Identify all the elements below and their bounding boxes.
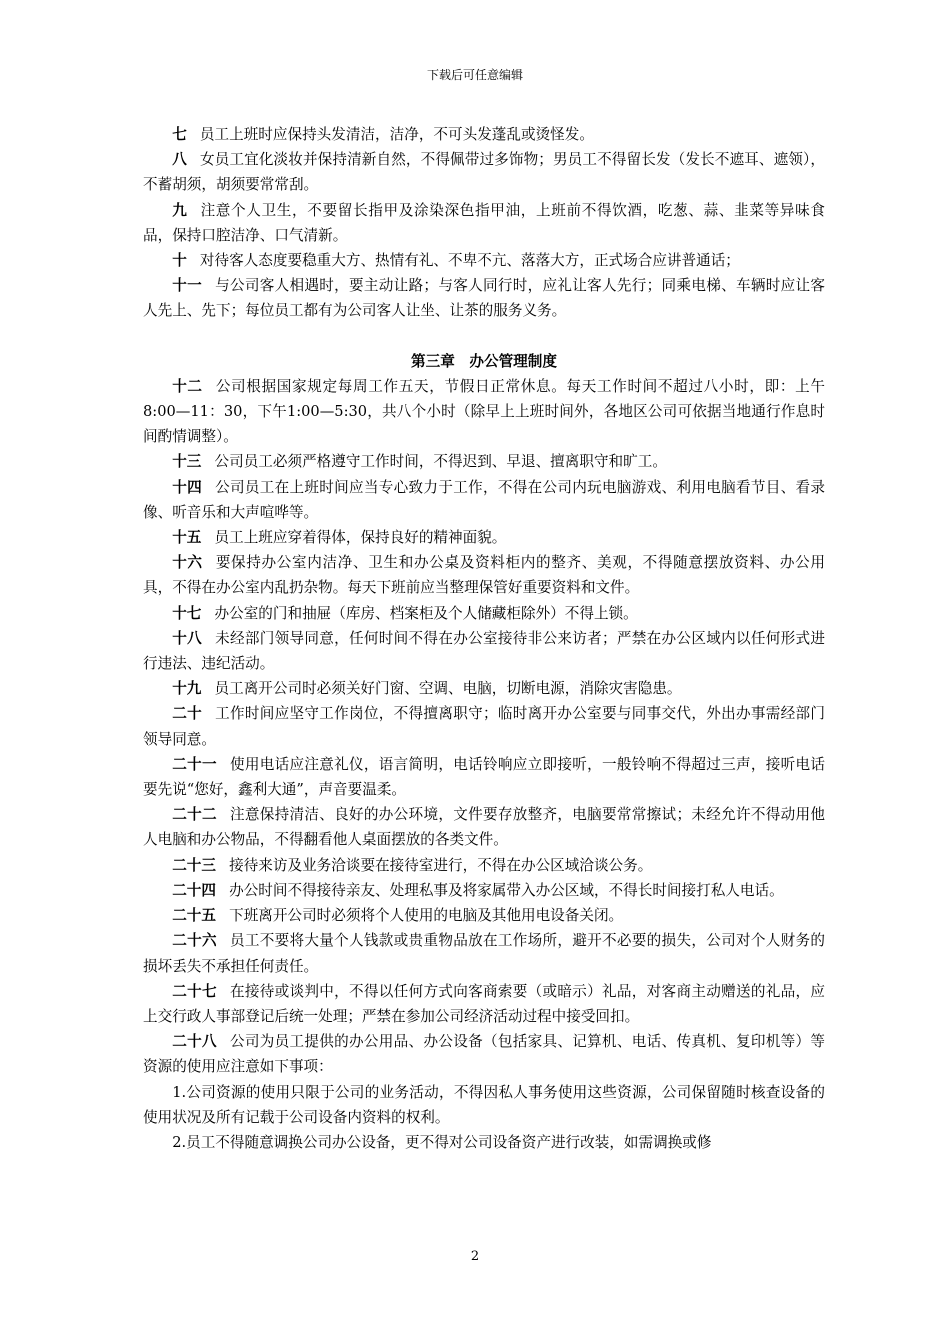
- clause-number: 二十: [172, 705, 202, 723]
- clause-number: 十六: [172, 554, 203, 572]
- clause-item: [143, 626, 825, 676]
- clause-item: [143, 853, 825, 878]
- items-before-chapter: [143, 122, 825, 324]
- clause-text: 未经部门领导同意，任何时间不得在办公室接待非公来访者；严禁在办公区域内以任何形式进行违法、违纪活动。: [143, 629, 825, 673]
- clause-text: 员工离开公司时必须关好门窗、空调、电脑，切断电源，消除灾害隐患。: [214, 680, 682, 698]
- sub-item: 2.员工不得随意调换公司办公设备，更不得对公司设备资产进行改装，如需调换或修: [172, 1133, 712, 1151]
- clause-number: 十: [172, 252, 187, 270]
- clause-number: 七: [172, 126, 187, 143]
- clause-text: 办公室的门和抽屉（库房、档案柜及个人储藏柜除外）不得上锁。: [214, 604, 638, 622]
- clause-text: 注意保持清洁、良好的办公环境，文件要存放整齐，电脑要常常擦试；未经允许不得动用他人电脑和办公物品，不得翻看他人桌面摆放的各类文件。: [143, 806, 825, 849]
- clause-text: 使用电话应注意礼仪，语言简明，电话铃响应立即接听，一般铃响不得超过三声，接听电话要先说“您好，鑫利大通”，声音要温柔。: [143, 755, 825, 799]
- clause-text: 公司为员工提供的办公用品、办公设备（包括家具、记算机、电话、传真机、复印机等）等资源的使用应注意如下事项：: [143, 1033, 825, 1076]
- sub-items: [143, 1080, 825, 1156]
- clause-item: [143, 979, 825, 1029]
- clause-text: 在接待或谈判中，不得以任何方式向客商索要（或暗示）礼品，对客商主动赠送的礼品，应上交行政人事部登记后统一处理；严禁在参加公司经济活动过程中接受回扣。: [143, 982, 825, 1025]
- clause-item: [143, 701, 825, 751]
- clause-item: [143, 1029, 825, 1079]
- clause-item: [143, 928, 825, 978]
- clause-number: 二十四: [172, 881, 216, 899]
- sub-item: 1.公司资源的使用只限于公司的业务活动，不得因私人事务使用这些资源，公司保留随时核查设备的使用状况及所有记载于公司设备内资料的权利。: [143, 1083, 825, 1126]
- clause-item: [143, 525, 825, 550]
- items-after-chapter: [143, 374, 825, 1080]
- clause-text: 公司员工必须严格遵守工作时间，不得迟到、早退、擅离职守和旷工。: [214, 453, 667, 471]
- clause-item: [143, 601, 825, 626]
- clause-number: 十九: [172, 680, 202, 698]
- clause-item: [143, 198, 825, 248]
- clause-item: [143, 248, 825, 273]
- clause-number: 十四: [172, 478, 202, 496]
- document-body: [143, 122, 825, 1155]
- clause-number: 十三: [172, 453, 202, 471]
- clause-number: 十五: [172, 529, 202, 547]
- clause-number: 二十五: [172, 907, 216, 925]
- clause-text: 对待客人态度要稳重大方、热情有礼、不卑不亢、落落大方，正式场合应讲普通话；: [199, 252, 740, 270]
- clause-item: [143, 903, 825, 928]
- clause-text: 员工上班时应保持头发清洁，洁净，不可头发蓬乱或烫怪发。: [199, 126, 594, 143]
- clause-item: [143, 374, 825, 450]
- clause-number: 十七: [172, 604, 202, 622]
- clause-item: [143, 550, 825, 600]
- clause-text: 工作时间应坚守工作岗位，不得擅离职守；临时离开办公室要与同事交代，外出办事需经部门领导同意。: [143, 705, 825, 748]
- clause-item: [143, 475, 825, 525]
- clause-number: 二十七: [172, 982, 217, 1000]
- clause-number: 二十六: [172, 932, 217, 950]
- clause-text: 公司根据国家规定每周工作五天，节假日正常休息。每天工作时间不超过八小时，即：上午8:00—11：30，下午1:00—5:30，共八个小时（除早上上班时间外，各地区公司可依据当地通行作息时间酌情调整）。: [143, 377, 825, 446]
- clause-text: 员工上班应穿着得体，保持良好的精神面貌。: [214, 529, 507, 547]
- clause-number: 十一: [172, 277, 202, 295]
- clause-item: [143, 802, 825, 852]
- clause-number: 十八: [172, 629, 202, 647]
- clause-text: 与公司客人相遇时，要主动让路；与客人同行时，应礼让客人先行；同乘电梯、车辆时应让客人先上、先下；每位员工都有为公司客人让坐、让茶的服务义务。: [143, 277, 825, 320]
- clause-text: 女员工宜化淡妆并保持清新自然，不得佩带过多饰物；男员工不得留长发（发长不遮耳、遮领），不蓄胡须，胡须要常常刮。: [143, 151, 825, 194]
- clause-number: 十二: [172, 377, 203, 395]
- clause-text: 接待来访及业务洽谈要在接待室进行，不得在办公区域洽谈公务。: [229, 856, 653, 874]
- clause-number: 二十二: [172, 806, 217, 824]
- clause-text: 公司员工在上班时间应当专心致力于工作，不得在公司内玩电脑游戏、利用电脑看节目、看录像、听音乐和大声喧哗等。: [143, 478, 825, 521]
- clause-text: 下班离开公司时必须将个人使用的电脑及其他用电设备关闭。: [229, 907, 624, 925]
- clause-item: [143, 122, 825, 147]
- clause-number: 八: [172, 151, 187, 169]
- clause-item: [143, 273, 825, 323]
- clause-number: 二十一: [172, 755, 217, 773]
- clause-text: 办公时间不得接待亲友、处理私事及将家属带入办公区域，不得长时间接打私人电话。: [229, 881, 784, 899]
- clause-item: [143, 676, 825, 701]
- clause-number: 二十八: [172, 1033, 217, 1051]
- clause-number: 二十三: [172, 856, 216, 874]
- clause-item: [143, 147, 825, 197]
- clause-item: [143, 878, 825, 903]
- page-number: 2: [470, 1249, 480, 1264]
- chapter-title: 第三章 办公管理制度: [411, 352, 557, 370]
- clause-text: 要保持办公室内洁净、卫生和办公桌及资料柜内的整齐、美观，不得随意摆放资料、办公用具，不得在办公室内乱扔杂物。每天下班前应当整理保管好重要资料和文件。: [143, 554, 825, 597]
- clause-number: 九: [172, 201, 188, 219]
- clause-item: [143, 449, 825, 474]
- page-header: 下载后可任意编辑: [426, 68, 523, 82]
- clause-item: [143, 752, 825, 802]
- clause-text: 员工不要将大量个人钱款或贵重物品放在工作场所，避开不必要的损失，公司对个人财务的损坏丢失不承担任何责任。: [143, 932, 825, 975]
- clause-text: 注意个人卫生，不要留长指甲及涂染深色指甲油，上班前不得饮酒，吃葱、蒜、韭菜等异味食品，保持口腔洁净、口气清新。: [143, 201, 825, 244]
